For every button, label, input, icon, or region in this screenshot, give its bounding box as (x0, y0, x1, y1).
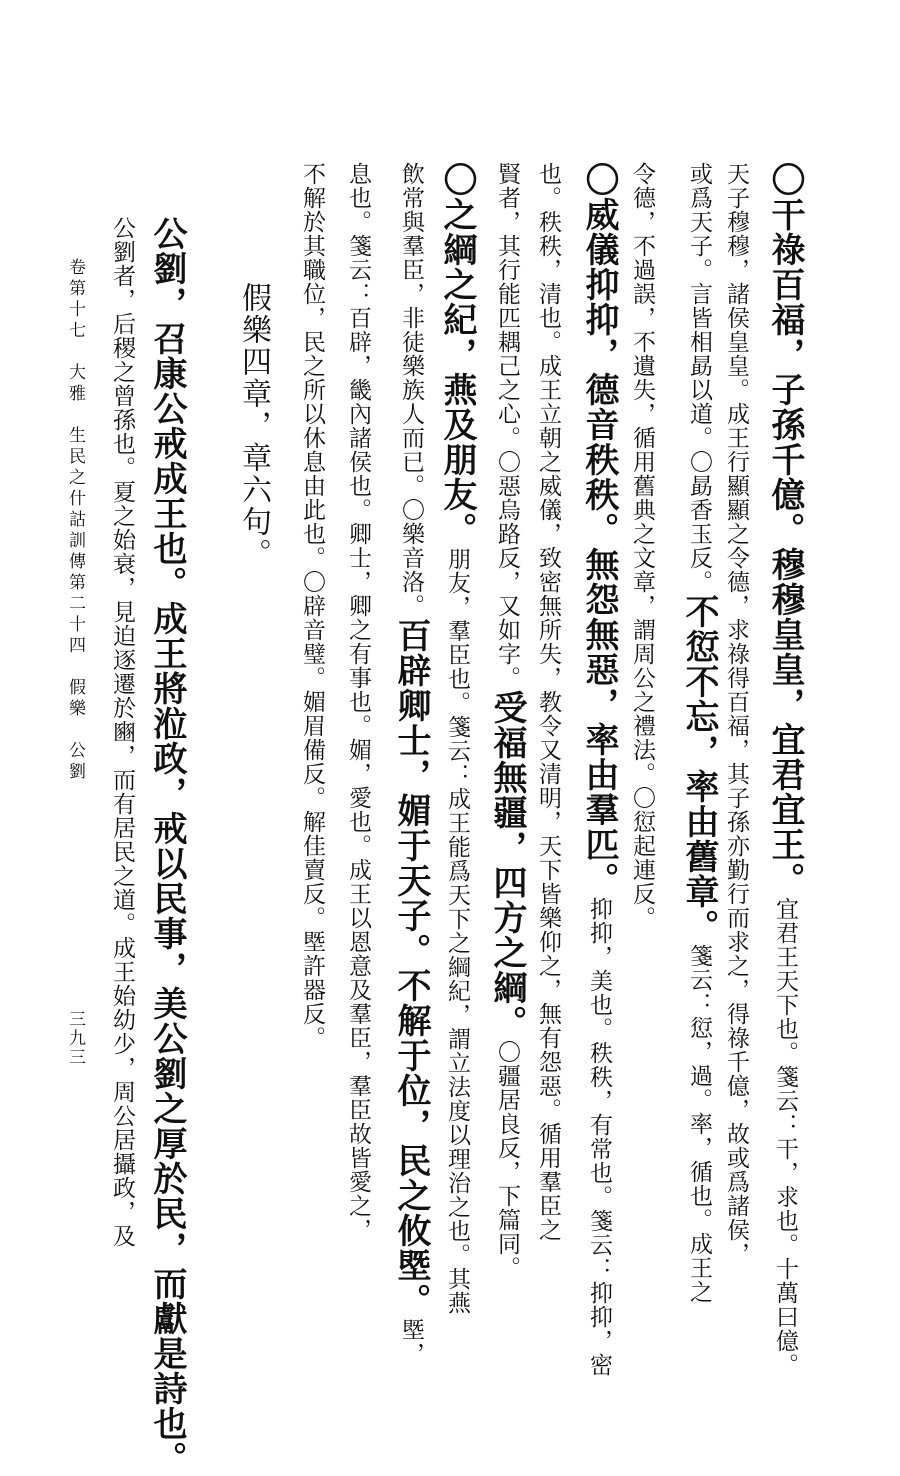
commentary-text-9-3: 塈， (398, 1318, 424, 1366)
commentary-text-1-2: 宜君王天下也。箋云：干，求也。十萬曰億。 (772, 897, 798, 1377)
commentary-text-4-1: 令德，不過誤，不遺失，循用舊典之文章，謂周公之禮法。〇愆起連反。 (629, 162, 655, 930)
text-column-6 (536, 162, 559, 1242)
verse-text-5-1: 〇威儀抑抑，德音秩秩。無怨無惡，率由羣匹。 (579, 162, 619, 897)
page-number: 三九三 (65, 1010, 85, 1067)
commentary-text-11-1: 不解於其職位，民之所以休息由此也。〇辟音璧。媚眉備反。解佳賣反。塈許器反。 (299, 162, 325, 1050)
verse-text-7-2: 受福無疆，四方之綱。 (487, 690, 527, 1040)
commentary-text-3-3: 箋云：愆，過。率，循也。成王之 (686, 944, 712, 1304)
text-column-3 (679, 162, 719, 1304)
running-head: 卷第十七 大雅 生民之什詁訓傳第二十四 假樂 公劉 (65, 258, 85, 783)
text-column-13 (147, 216, 187, 1476)
commentary-text-5-2: 抑抑，美也。秩秩，有常也。箋云：抑抑，密 (586, 897, 612, 1377)
verse-text-8-1: 〇之綱之紀，燕及朋友。 (437, 162, 477, 547)
verse-text-3-2: 不愆不忘，率由舊章。 (679, 594, 719, 944)
commentary-text-12-1: 假樂四章，章六句。 (236, 282, 271, 570)
verse-text-9-2: 百辟卿士，媚于天子。不解于位，民之攸塈。 (391, 618, 431, 1318)
text-column-1 (765, 162, 805, 1377)
verse-text-1-1: 〇干祿百福，子孫千億。穆穆皇皇，宜君宜王。 (765, 162, 805, 897)
text-column-14 (110, 216, 133, 1248)
verse-text-13-1: 公劉，召康公戒成王也。成王將涖政，戒以民事，美公劉之厚於民，而獻是詩也。 (147, 216, 187, 1476)
commentary-text-8-2: 朋友，羣臣也。箋云：成王能爲天下之綱紀，謂立法度以理治之也。其燕 (444, 547, 470, 1315)
text-column-12 (236, 282, 271, 570)
text-column-8 (437, 162, 477, 1315)
text-column-5 (579, 162, 619, 1377)
commentary-text-7-1: 賢者，其行能匹耦己之心。〇惡烏路反，又如字。 (494, 162, 520, 690)
commentary-text-6-1: 也。秩秩，清也。成王立朝之威儀，致密無所失，教令又清明，天下皆樂仰之，無有怨惡。循用羣臣之 (535, 162, 561, 1242)
commentary-text-2-1: 天子穆穆，諸侯皇皇。成王行顯顯之令德，求祿得百福，其子孫亦勤行而求之，得祿千億，故或爲諸侯， (723, 162, 749, 1266)
text-column-4 (630, 162, 653, 930)
text-column-11 (300, 162, 323, 1050)
commentary-text-3-1: 或爲天子。言皆相勗以道。〇勗香玉反。 (686, 162, 712, 594)
commentary-text-7-3: 〇疆居良反，下篇同。 (494, 1040, 520, 1280)
commentary-text-9-1: 飲常與羣臣，非徒樂族人而已。〇樂音洛。 (398, 162, 424, 618)
commentary-text-10-1: 息也。箋云：百辟，畿內諸侯也。卿士，卿之有事也。媚，愛也。成王以恩意及羣臣，羣臣故皆愛之， (345, 162, 371, 1242)
text-column-10 (346, 162, 369, 1242)
text-column-2 (724, 162, 747, 1266)
text-column-7 (487, 162, 527, 1280)
text-column-9 (391, 162, 431, 1366)
commentary-text-14-1: 公劉者，后稷之曾孫也。夏之始衰，見迫逐遷於豳，而有居民之道。成王始幼少，周公居攝政，及 (109, 216, 135, 1248)
